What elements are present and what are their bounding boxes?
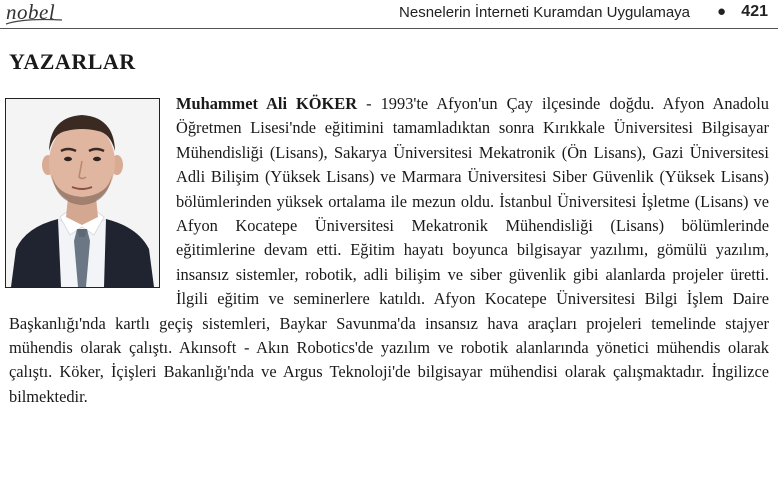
section-title: YAZARLAR xyxy=(9,49,136,74)
photo-text-wrap xyxy=(9,92,176,288)
logo-swoosh-icon xyxy=(4,17,64,27)
header-rule xyxy=(0,28,778,29)
author-bio xyxy=(9,92,769,409)
author-name: Muhammet Ali KÖKER xyxy=(176,94,358,113)
running-title: Nesnelerin İnterneti Kuramdan Uygulamaya xyxy=(399,4,690,21)
publisher-logo: nobel xyxy=(6,0,56,24)
author-bio-text: - 1993'te Afyon'un Çay ilçesinde doğdu. Afyon Anadolu Öğretmen Lisesi'nde eğitimini tamamladıktan sonra Kırıkkale Üniversitesi Bilgisayar Mühendisliği (Lisans), Sakarya Üniversitesi Mekatronik (Ön Lisans), Gazi Üniversitesi Adli Bilişim (Yüksek Lisans) ve Marmara Üniversitesi Siber Güvenlik (Yüksek Lisans) bölümlerinden yüksek ortalama ile mezun oldu. İstanbul Üniversitesi İşletme (Lisans) ve Afyon Kocatepe Üniversitesi Mekatronik Mühendisliği (Lisans) bölümlerinde eğitimlerine devam etti. Eğitim hayatı boyunca bilgisayar yazılımı, gömülü yazılım, insansız sistemler, robotik, adli bilişim ve siber güvenlik gibi alanlarda projeler üretti. İlgili eğitim ve seminerlere katıldı. Afyon Kocatepe Üniversitesi Bilgi İşlem Daire Başkanlığı'nda kartlı geçiş sistemleri, Baykar Savunma'da insansız hava araçları projeleri temelinde stajyer mühendis olarak çalıştı. Akınsoft - Akın Robotics'de yazılım ve robotik alanlarında yönetici mühendis olarak çalıştı. Köker, İçişleri Bakanlığı'nda ve Argus Teknoloji'de bilgisayar mühendisi olarak çalışmaktadır. İngilizce bilmektedir. xyxy=(9,94,769,406)
bullet-icon: ● xyxy=(716,3,726,20)
page-header xyxy=(0,0,778,30)
page-number: 421 xyxy=(741,3,768,20)
